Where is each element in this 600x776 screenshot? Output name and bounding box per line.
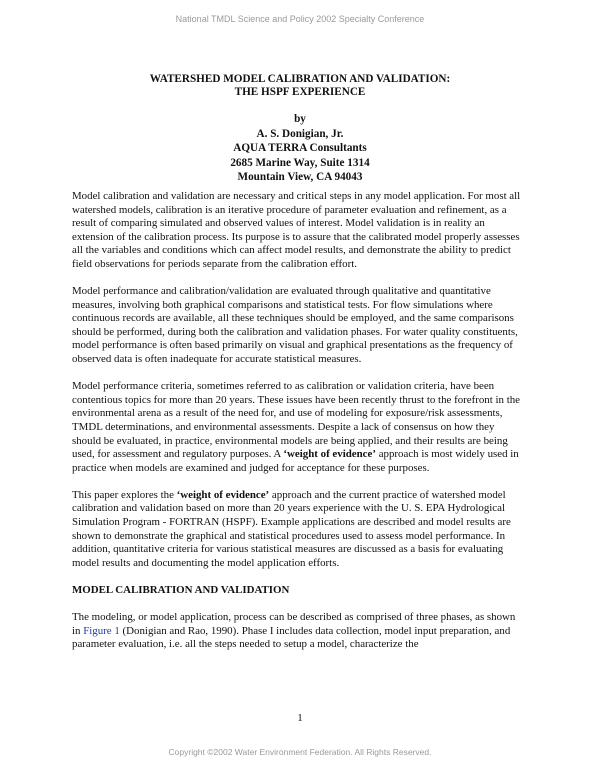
paragraph-3-text-b: approach is most widely used in practice when models are examined and judged for acceptance for these purposes. [72,448,519,474]
paragraph-5 [72,611,524,652]
body-text [72,190,524,665]
copyright-footer: Copyright ©2002 Water Environment Federation. All Rights Reserved. [168,747,432,757]
page-number: 1 [297,712,303,724]
author-name: A. S. Donigian, Jr. [256,127,344,140]
paper-title [0,73,600,99]
paragraph-4 [72,489,524,571]
title-line-2: THE HSPF EXPERIENCE [234,86,366,98]
paragraph-4-text-b: approach and the current practice of watershed model calibration and validation based on more than 20 years experience with the U. S. EPA Hydrological Simulation Program - FORTRAN (HSPF). Example applications are described and model results are shown to demonstrate the graphical and statistical procedures used to assess model performance. In addition, quantitative criteria for various statistical measures are discussed as a basis for evaluating model results and documenting the model application efforts. [72,488,511,569]
paragraph-3-emphasis: ‘weight of evidence’ [283,448,376,461]
paragraph-5-text-b: (Donigian and Rao, 1990). Phase I includes data collection, model input preparation, and parameter evaluation, i.e. all the steps needed to setup a model, characterize the [72,624,511,651]
paragraph-3 [72,380,524,475]
paragraph-3-text-a: Model performance criteria, sometimes referred to as calibration or validation criteria, have been contentious topics for more than 20 years. These issues have been recently thrust to the forefront in the environmental arena as a result of the need for, and use of modeling for exposure/risk assessments, TMDL determinations, and environmental assessments. Despite a lack of consensus on how they should be evaluated, in practice, environmental models are being applied, and their results are being used, for assessment and regulatory purposes. A [72,380,520,461]
paragraph-2: Model performance and calibration/validation are evaluated through qualitative and quantitative measures, involving both graphical comparisons and statistical tests. For flow simulations where continuous records are available, all these techniques should be employed, and the same comparisons should be performed, during both the calibration and validation phases. For water quality constituents, model performance is often based primarily on visual and graphical presentations as the frequency of observed data is often inadequate for accurate statistical measures. [72,285,518,366]
figure-1-link[interactable]: Figure 1 [83,624,120,637]
by-label: by [294,113,306,125]
address-line-1: 2685 Marine Way, Suite 1314 [230,156,370,169]
paragraph-4-text-a: This paper explores the [72,488,177,501]
title-line-1: WATERSHED MODEL CALIBRATION AND VALIDATION: [149,73,451,85]
paragraph-1: Model calibration and validation are necessary and critical steps in any model application. For most all watershed models, calibration is an iterative procedure of parameter evaluation and refinement, as a result of comparing simulated and observed values of interest. Model validation is in reality an extension of the calibration process. Its purpose is to assure that the calibrated model properly assesses all the variables and conditions which can affect model results, and demonstrate the ability to predict field observations for periods separate from the calibration effort. [72,190,521,270]
section-heading: MODEL CALIBRATION AND VALIDATION [72,583,290,596]
paragraph-4-emphasis: ‘weight of evidence’ [176,488,270,501]
author-block [0,112,600,185]
organization: AQUA TERRA Consultants [233,142,367,154]
address-line-2: Mountain View, CA 94043 [237,171,363,183]
conference-header: National TMDL Science and Policy 2002 Specialty Conference [175,14,425,24]
paragraph-5-text-a: The modeling, or model application, process can be described as comprised of three phases, as shown in [72,610,516,637]
